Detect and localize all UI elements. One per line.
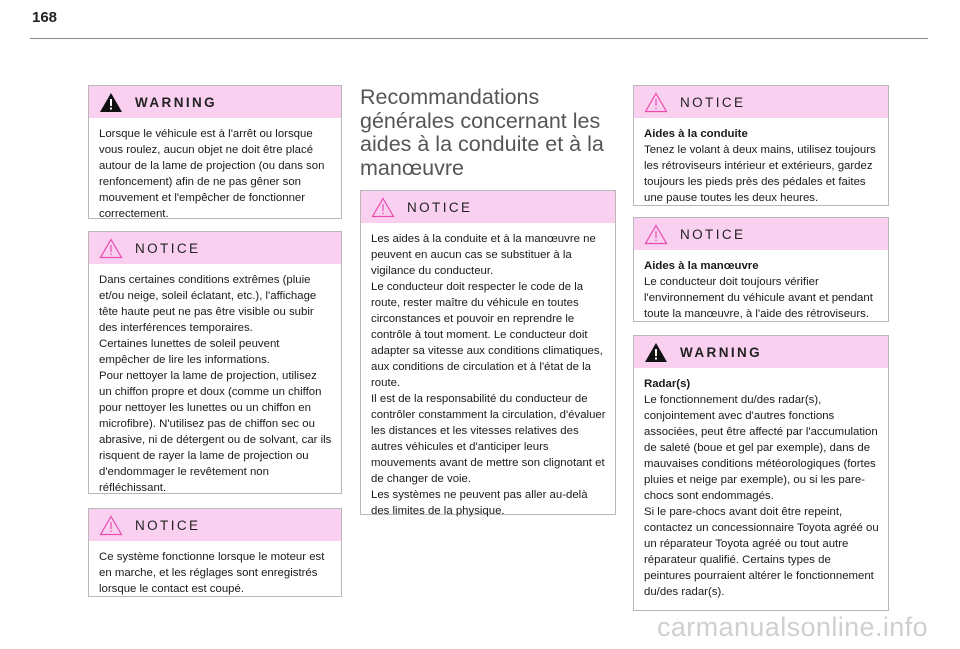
notice-header — [89, 232, 341, 264]
warning-title: WARNING — [135, 94, 218, 110]
warning-header — [634, 336, 888, 368]
notice-text — [634, 118, 888, 214]
notice-triangle-icon — [644, 92, 668, 113]
notice-triangle-icon — [371, 197, 395, 218]
notice-text: Ce système fonctionne lorsque le moteur est en marche, et les réglages sont enregistrés lorsque le contact est coupé. — [99, 551, 325, 595]
page-number: 168 — [32, 9, 58, 26]
notice-header — [634, 218, 888, 250]
notice-title: NOTICE — [135, 517, 201, 533]
notice-title: NOTICE — [680, 94, 746, 110]
warning-box-radar — [633, 335, 889, 611]
notice-title: NOTICE — [680, 226, 746, 242]
notice-title: NOTICE — [407, 199, 473, 215]
warning-box-projection — [88, 85, 342, 219]
notice-text: Les aides à la conduite et à la manœuvre ne peuvent en aucun cas se substituer à la vigilance du conducteur. Le conducteur doit respecter le code de la route, rester maître du véhicule en toutes circonstances et pouvoir en reprendre le contrôle à tout moment. Le conducteur doit adapter sa vitesse aux conditions climatiques, aux conditions de circulation et à l'état de la route. Il est de la responsabilité du conducteur de contrôler constamment la circulation, d'évaluer les distances et les vitesses relatives des autres véhicules et d'anticiper leurs mouvements avant de mettre son clignotant et de changer de voie. Les systèmes ne peuvent pas aller au-delà des limites de la physique. — [371, 233, 606, 517]
warning-text: Lorsque le véhicule est à l'arrêt ou lorsque vous roulez, aucun objet ne doit être placé autour de la lame de projection (ou dans son renfoncement) afin de ne pas gêner son mouvement et l'empêcher de fonctionner correctement. — [99, 128, 325, 220]
notice-header — [634, 86, 888, 118]
notice-box-driving-aids — [360, 190, 616, 515]
notice-text — [634, 250, 888, 330]
notice-paragraph: Le conducteur doit toujours vérifier l'environnement du véhicule avant et pendant toute la manœuvre, à l'aide des rétroviseurs. — [644, 276, 873, 320]
notice-header — [89, 509, 341, 541]
warning-title: WARNING — [680, 344, 763, 360]
notice-triangle-icon — [99, 515, 123, 536]
notice-box-settings — [88, 508, 342, 597]
notice-triangle-icon — [644, 224, 668, 245]
warning-subtitle: Radar(s) — [644, 378, 691, 390]
warning-header — [89, 86, 341, 118]
notice-box-conduite — [633, 85, 889, 206]
warning-paragraph: Le fonctionnement du/des radar(s), conjointement avec d'autres fonctions associées, peut être affecté par l'accumulation de saleté (boue et gel par exemple), dans de mauvaises conditions météorologiques (fortes pluies et neige par exemple), ou si les pare-chocs sont endommagés. Si le pare-chocs avant doit être repeint, contactez un concessionnaire Toyota agréé ou un réparateur Toyota agréé ou tout autre réparateur qualifié. Certains types de peintures pourraient altérer le fonctionnement du/des radar(s). — [644, 394, 879, 598]
notice-paragraph: Tenez le volant à deux mains, utilisez toujours les rétroviseurs intérieur et extérieurs, gardez toujours les pieds près des pédales et faites une pause toutes les deux heures. — [644, 144, 876, 204]
top-divider — [30, 38, 928, 39]
notice-header — [361, 191, 615, 223]
watermark: carmanualsonline.info — [656, 612, 928, 642]
warning-triangle-icon — [99, 92, 123, 113]
notice-box-manoeuvre — [633, 217, 889, 322]
warning-text — [634, 368, 888, 608]
notice-subtitle: Aides à la conduite — [644, 128, 748, 140]
notice-title: NOTICE — [135, 240, 201, 256]
notice-text: Dans certaines conditions extrêmes (pluie et/ou neige, soleil éclatant, etc.), l'affichage tête haute peut ne pas être visible ou subir des interférences temporaires. Certaines lunettes de soleil peuvent empêcher de lire les informations. Pour nettoyer la lame de projection, utilisez un chiffon propre et doux (comme un chiffon pour nettoyer les lunettes ou un chiffon en microfibre). N'utilisez pas de chiffon sec ou abrasive, ni de détergent ou de solvant, car ils risquent de rayer la lame de projection ou d'endommager le revêtement non réfléchissant. — [99, 274, 332, 494]
notice-triangle-icon — [99, 238, 123, 259]
warning-triangle-icon — [644, 342, 668, 363]
notice-subtitle: Aides à la manœuvre — [644, 260, 759, 272]
notice-box-conditions — [88, 231, 342, 494]
section-title: Recommandations générales concernant les aides à la conduite et à la manœuvre — [360, 85, 604, 180]
